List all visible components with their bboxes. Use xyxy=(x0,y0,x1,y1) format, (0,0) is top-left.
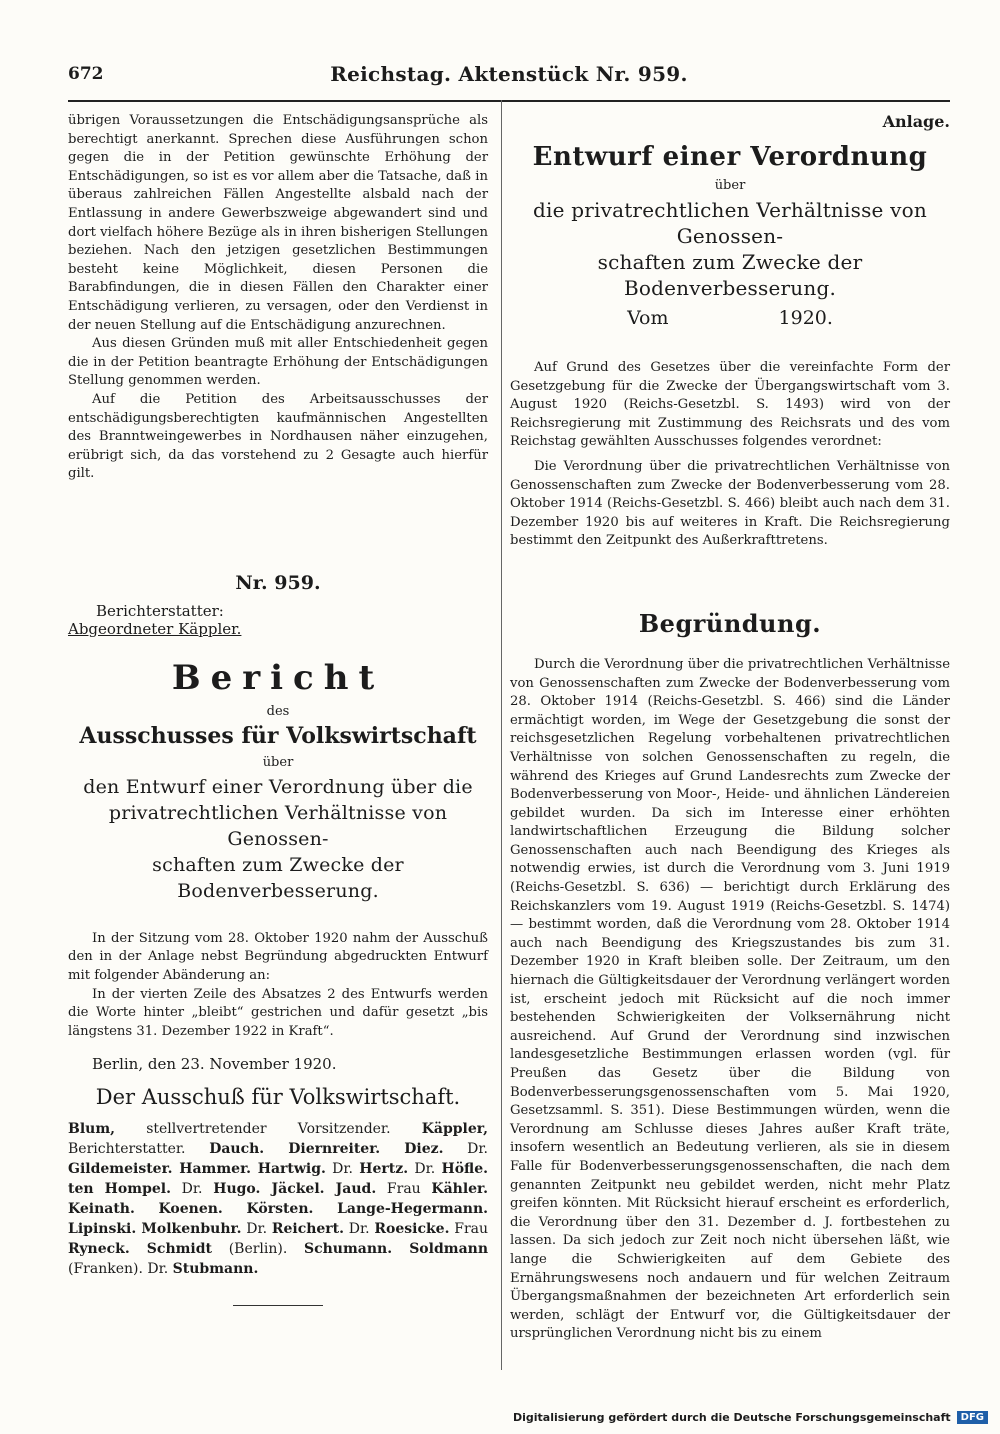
member-role: Frau xyxy=(376,1181,432,1198)
member-role: Berichterstatter. xyxy=(68,1141,210,1158)
member-name: Reichert. xyxy=(271,1221,345,1238)
member-name: Blum, xyxy=(68,1121,116,1138)
running-title: Reichstag. Aktenstück Nr. 959. xyxy=(330,62,688,86)
session-paragraph: In der Sitzung vom 28. Oktober 1920 nahm der Ausschuß den in der Anlage nebst Begründung abgedruckten Entwurf mit folgender Abänderung an: xyxy=(68,930,488,984)
annex-label: Anlage. xyxy=(882,112,950,131)
draft-line-2: privatrechtlichen Verhältnisse von Genossen- xyxy=(108,801,448,850)
member-list xyxy=(68,1119,488,1279)
rapporteur-name: Abgeordneter Käppler. xyxy=(68,619,242,638)
preamble-paragraph: Auf Grund des Gesetzes über die vereinfachte Form der Gesetzgebung für die Zwecke der Übergangswirtschaft vom 3. August 1920 (Reichs-Gesetzbl. S. 1493) wird von der Reichsregierung mit Zustimmung des Reichsrats und des vom Reichstag gewählten Ausschusses folgendes verordnet: xyxy=(510,360,950,450)
footer-text: Digitalisierung gefördert durch die Deutsche Forschungsgemeinschaft xyxy=(512,1411,951,1424)
member-name: Gildemeister. Hammer. Hartwig. xyxy=(68,1161,326,1178)
vom-year: 1920. xyxy=(778,307,833,329)
left-column xyxy=(68,112,488,1306)
committee-signature-head: Der Ausschuß für Volkswirtschaft. xyxy=(95,1085,461,1110)
member-role: Dr. xyxy=(408,1161,442,1178)
ueber-label: über xyxy=(262,754,294,770)
end-rule xyxy=(233,1305,323,1306)
member-name: Dauch. Diernreiter. Diez. xyxy=(209,1141,444,1158)
right-column xyxy=(510,112,950,1344)
member-role: (Berlin). xyxy=(212,1241,304,1258)
document-number: Nr. 959. xyxy=(235,571,321,594)
report-title: Bericht xyxy=(171,657,385,698)
date-line: Berlin, den 23. November 1920. xyxy=(92,1055,337,1074)
member-role: Dr. xyxy=(344,1221,375,1238)
draft-line-3: schaften zum Zwecke der Bodenverbesserung. xyxy=(152,853,404,902)
member-role: Frau xyxy=(449,1221,488,1238)
member-name: Käppler, xyxy=(421,1121,488,1138)
justification-title: Begründung. xyxy=(638,608,822,638)
member-name: Schumann. Soldmann xyxy=(303,1241,488,1258)
member-name: Stubmann. xyxy=(172,1261,259,1278)
amendment-paragraph: In der vierten Zeile des Absatzes 2 des Entwurfs werden die Worte hinter „bleibt“ gestrichen und dafür gesetzt „bis längstens 31. Dezember 1922 in Kraft“. xyxy=(68,986,488,1039)
member-role: stellvertretender Vorsitzender. xyxy=(115,1121,422,1138)
member-name: Roesicke. xyxy=(374,1221,450,1238)
intro-paragraph-1: übrigen Voraussetzungen die Entschädigungsansprüche als berechtigt anerkannt. Sprechen diese Ausführungen schon gegen die in der Petition gewünschte Erhöhung der Entschädigungen, so ist es vor allem aber die Tatsache, daß in überaus zahlreichen Fällen Angestellte alsbald nach der Entlassung in andere Gewerbszweige abgewandert sind und dort vielfach höhere Bezüge als in ihren bisherigen Stellungen beziehen. Nach den jetzigen gesetzlichen Bestimmungen besteht keine Möglichkeit, diesen Personen die Barabfindungen, die in diesen Fällen den Charakter einer Entschädigung verlieren, zu versagen, oder den Verdienst in der neuen Stellung auf die Entschädigung anzurechnen. xyxy=(68,113,489,333)
column-divider xyxy=(501,100,502,1370)
member-name: Kähler. Keinath. Koenen. Körsten. Lange-Hegermann. Lipinski. Molkenbuhr. xyxy=(68,1181,489,1238)
justification-paragraph: Durch die Verordnung über die privatrechtlichen Verhältnisse von Genossenschaften zum Zwecke der Bodenverbesserung vom 28. Oktober 1914 (Reichs-Gesetzbl. S. 466) sind die Länder ermächtigt worden, im Wege der Gesetzgebung die sonst der reichsgesetzlichen Regelung vorbehaltenen privatrechtlichen Verhältnisse von solchen Genossenschaften zu regeln, die während des Krieges auf Grund Landesrechts zum Zwecke der Bodenverbesserung von Moor-, Heide- und ähnlichen Ländereien gebildet wurden. Da sich im Interesse einer erhöhten landwirtschaftlichen Erzeugung die Bildung solcher Genossenschaften auch nach Beendigung des Krieges als notwendig erwies, ist durch die Verordnung vom 3. Juni 1919 (Reichs-Gesetzbl. S. 636) — berichtigt durch Erklärung des Reichskanzlers vom 19. August 1919 (Reichs-Gesetzbl. S. 1474) — bestimmt worden, daß die Verordnung vom 28. Oktober 1914 auch nach Beendigung des Kriegszustandes bis zum 31. Dezember 1920 in Kraft bleiben solle. Der Zeitraum, um den hiernach die Gültigkeitsdauer der Verordnung verlängert worden ist, erscheint jedoch mit Rücksicht auf die noch immer bestehenden Schwierigkeiten der Volksernährung nicht ausreichend. Auf Grund der Verordnung sind inzwischen landesgesetzliche Bestimmungen erlassen worden (vgl. für Preußen das Gesetz über die Bildung von Bodenverbesserungsgenossenschaften vom 5. Mai 1920, Gesetzsamml. S. 351). Diese Bestimmungen würden, wenn die Verordnung am Schlusse dieses Jahres außer Kraft träte, insofern wesentlich an Bedeutung verlieren, als sie in diesem Falle für Bodenverbesserungsgenossenschaften, die nach dem genannten Zeitpunkt neu gebildet werden, nicht mehr Platz greifen könnten. Mit Rücksicht hierauf erscheint es erforderlich, die Verordnung über den 31. Dezember d. J. fortbestehen zu lassen. Da sich jedoch zur Zeit noch nicht übersehen läßt, wie lange die Schwierigkeiten auf dem Gebiete des Ernährungswesens noch andauern und für welchen Zeitraum Übergangsmaßnahmen der bezeichneten Art erforderlich sein werden, schlägt der Entwurf vor, die Gültigkeitsdauer der ursprünglichen Verordnung nicht bis zu einem xyxy=(510,656,950,1342)
member-role: Dr. xyxy=(241,1221,272,1238)
digitization-footer xyxy=(513,1411,988,1424)
member-name: Hugo. Jäckel. Jaud. xyxy=(213,1181,377,1198)
dfg-logo: DFG xyxy=(957,1411,988,1424)
page-header xyxy=(68,60,950,102)
member-role: (Franken). Dr. xyxy=(68,1261,173,1278)
draft-subtitle-line-1: die privatrechtlichen Verhältnisse von Genossen- xyxy=(533,198,927,248)
committee-title: Ausschusses für Volkswirtschaft xyxy=(79,722,477,749)
draft-line-1: den Entwurf einer Verordnung über die xyxy=(83,775,473,798)
member-role: Dr. xyxy=(170,1181,214,1198)
member-role: Dr. xyxy=(325,1161,360,1178)
page-number: 672 xyxy=(68,64,104,84)
article-paragraph: Die Verordnung über die privatrechtlichen Verhältnisse von Genossenschaften zum Zwecke der Bodenverbesserung vom 28. Oktober 1914 (Reichs-Gesetzbl. S. 466) bleibt auch nach dem 31. Dezember 1920 bis auf weiteres in Kraft. Die Reichsregierung bestimmt den Zeitpunkt des Außerkrafttretens. xyxy=(510,458,950,549)
rapporteur-label: Berichterstatter: xyxy=(96,601,224,620)
draft-subtitle-line-2: schaften zum Zwecke der Bodenverbesserung. xyxy=(597,250,863,300)
ueber-label-right: über xyxy=(714,178,746,193)
draft-title: Entwurf einer Verordnung xyxy=(532,142,928,172)
intro-paragraph-3: Auf die Petition des Arbeitsausschusses der entschädigungsberechtigten kaufmännischen Angestellten des Branntweingewerbes in Nordhausen näher einzugehen, erübrigt sich, da das vorstehend zu 2 Gesagte auch hierfür gilt. xyxy=(68,391,488,482)
member-name: Hertz. xyxy=(359,1161,409,1178)
intro-paragraph-2: Aus diesen Gründen muß mit aller Entschiedenheit gegen die in der Petition beantragte Erhöhung der Entschädigungen Stellung genommen werden. xyxy=(68,336,488,389)
vom-label: Vom xyxy=(627,307,669,329)
member-name: Ryneck. Schmidt xyxy=(68,1241,213,1258)
member-role: Dr. xyxy=(443,1141,488,1158)
dated-line xyxy=(510,307,950,329)
des-label: des xyxy=(266,703,290,719)
member-name: Höfle. ten Hompel. xyxy=(68,1161,488,1198)
